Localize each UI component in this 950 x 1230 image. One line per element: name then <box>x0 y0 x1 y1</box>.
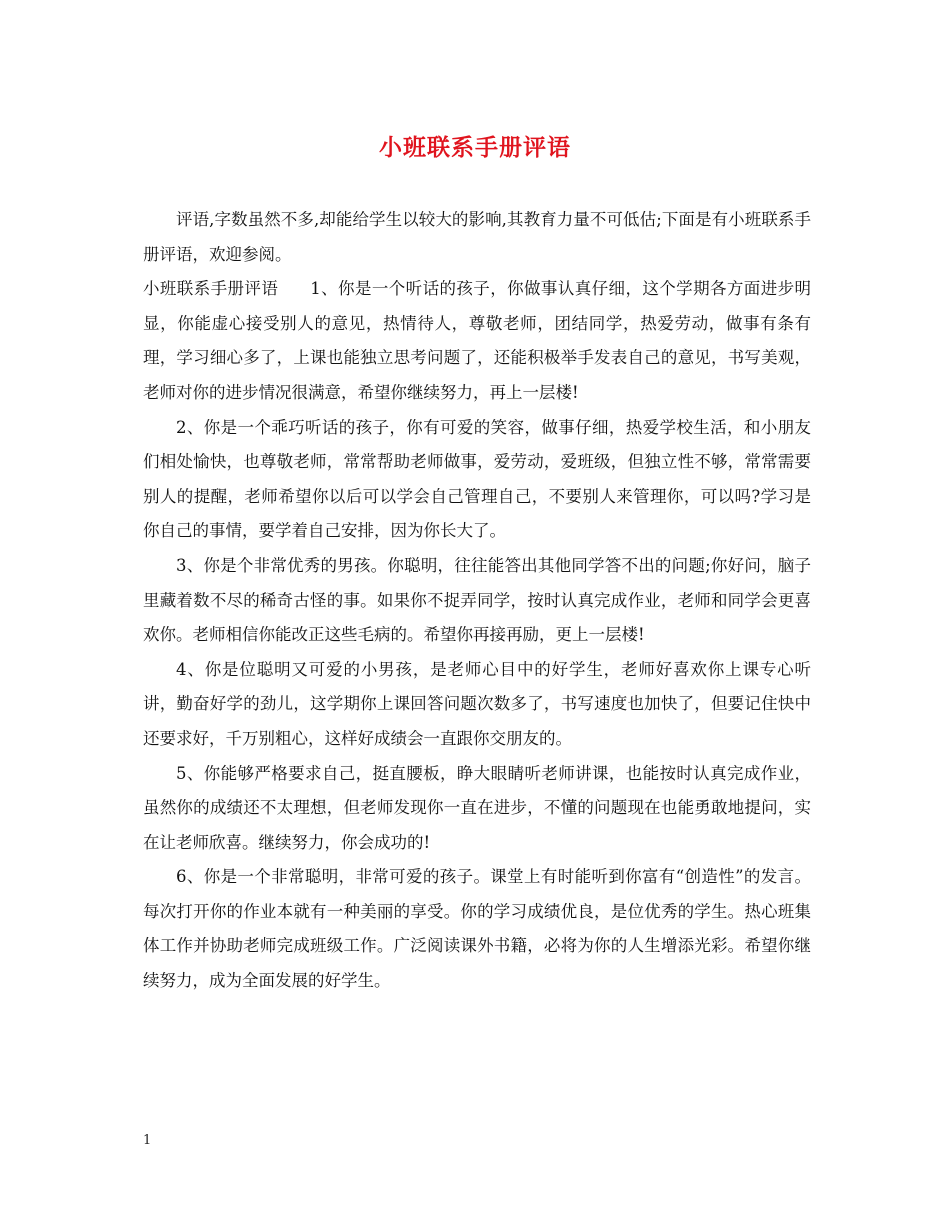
section-label: 小班联系手册评语 <box>143 279 279 299</box>
document-title: 小班联系手册评语 <box>379 134 571 161</box>
paragraph-1-text: 1、你是一个听话的孩子，你做事认真仔细，这个学期各方面进步明显，你能虚心接受别人的意见，热情待人，尊敬老师，团结同学，热爱劳动，做事有条有理，学习细心多了，上课也能独立思考问题了，还能积极举手发表自己的意见，书写美观，老师对你的进步情况很满意，希望你继续努力，再上一层楼! <box>143 279 812 402</box>
paragraph-4: 4、你是位聪明又可爱的小男孩，是老师心目中的好学生，老师好喜欢你上课专心听讲，勤奋好学的劲儿，这学期你上课回答问题次数多了，书写速度也加快了，但要记住快中还要求好，千万别粗心，这样好成绩会一直跟你交朋友的。 <box>143 659 811 748</box>
paragraph-5: 5、你能够严格要求自己，挺直腰板，睁大眼睛听老师讲课，也能按时认真完成作业，虽然你的成绩还不太理想，但老师发现你一直在进步，不懂的问题现在也能勇敢地提问，实在让老师欣喜。继续努力，你会成功的! <box>143 763 811 852</box>
page-number: 1 <box>143 1133 152 1148</box>
paragraph-2: 2、你是一个乖巧听话的孩子，你有可爱的笑容，做事仔细，热爱学校生活，和小朋友们相处愉快，也尊敬老师，常常帮助老师做事，爱劳动，爱班级，但独立性不够，常常需要别人的提醒，老师希望你以后可以学会自己管理自己，不要别人来管理你，可以吗?学习是你自己的事情，要学着自己安排，因为你长大了。 <box>143 417 811 541</box>
paragraph-1 <box>143 272 811 410</box>
paragraph-3: 3、你是个非常优秀的男孩。你聪明，往往能答出其他同学答不出的问题;你好问，脑子里藏着数不尽的稀奇古怪的事。如果你不捉弄同学，按时认真完成作业，老师和同学会更喜欢你。老师相信你能改正这些毛病的。希望你再接再励，更上一层楼! <box>143 555 811 645</box>
document-body <box>143 203 811 999</box>
paragraph-6: 6、你是一个非常聪明，非常可爱的孩子。课堂上有时能听到你富有“创造性”的发言。每次打开你的作业本就有一种美丽的享受。你的学习成绩优良，是位优秀的学生。热心班集体工作并协助老师完成班级工作。广泛阅读课外书籍，必将为你的人生增添光彩。希望你继续努力，成为全面发展的好学生。 <box>143 867 811 991</box>
intro-paragraph: 评语,字数虽然不多,却能给学生以较大的影响,其教育力量不可低估;下面是有小班联系手册评语，欢迎参阅。 <box>143 210 811 264</box>
